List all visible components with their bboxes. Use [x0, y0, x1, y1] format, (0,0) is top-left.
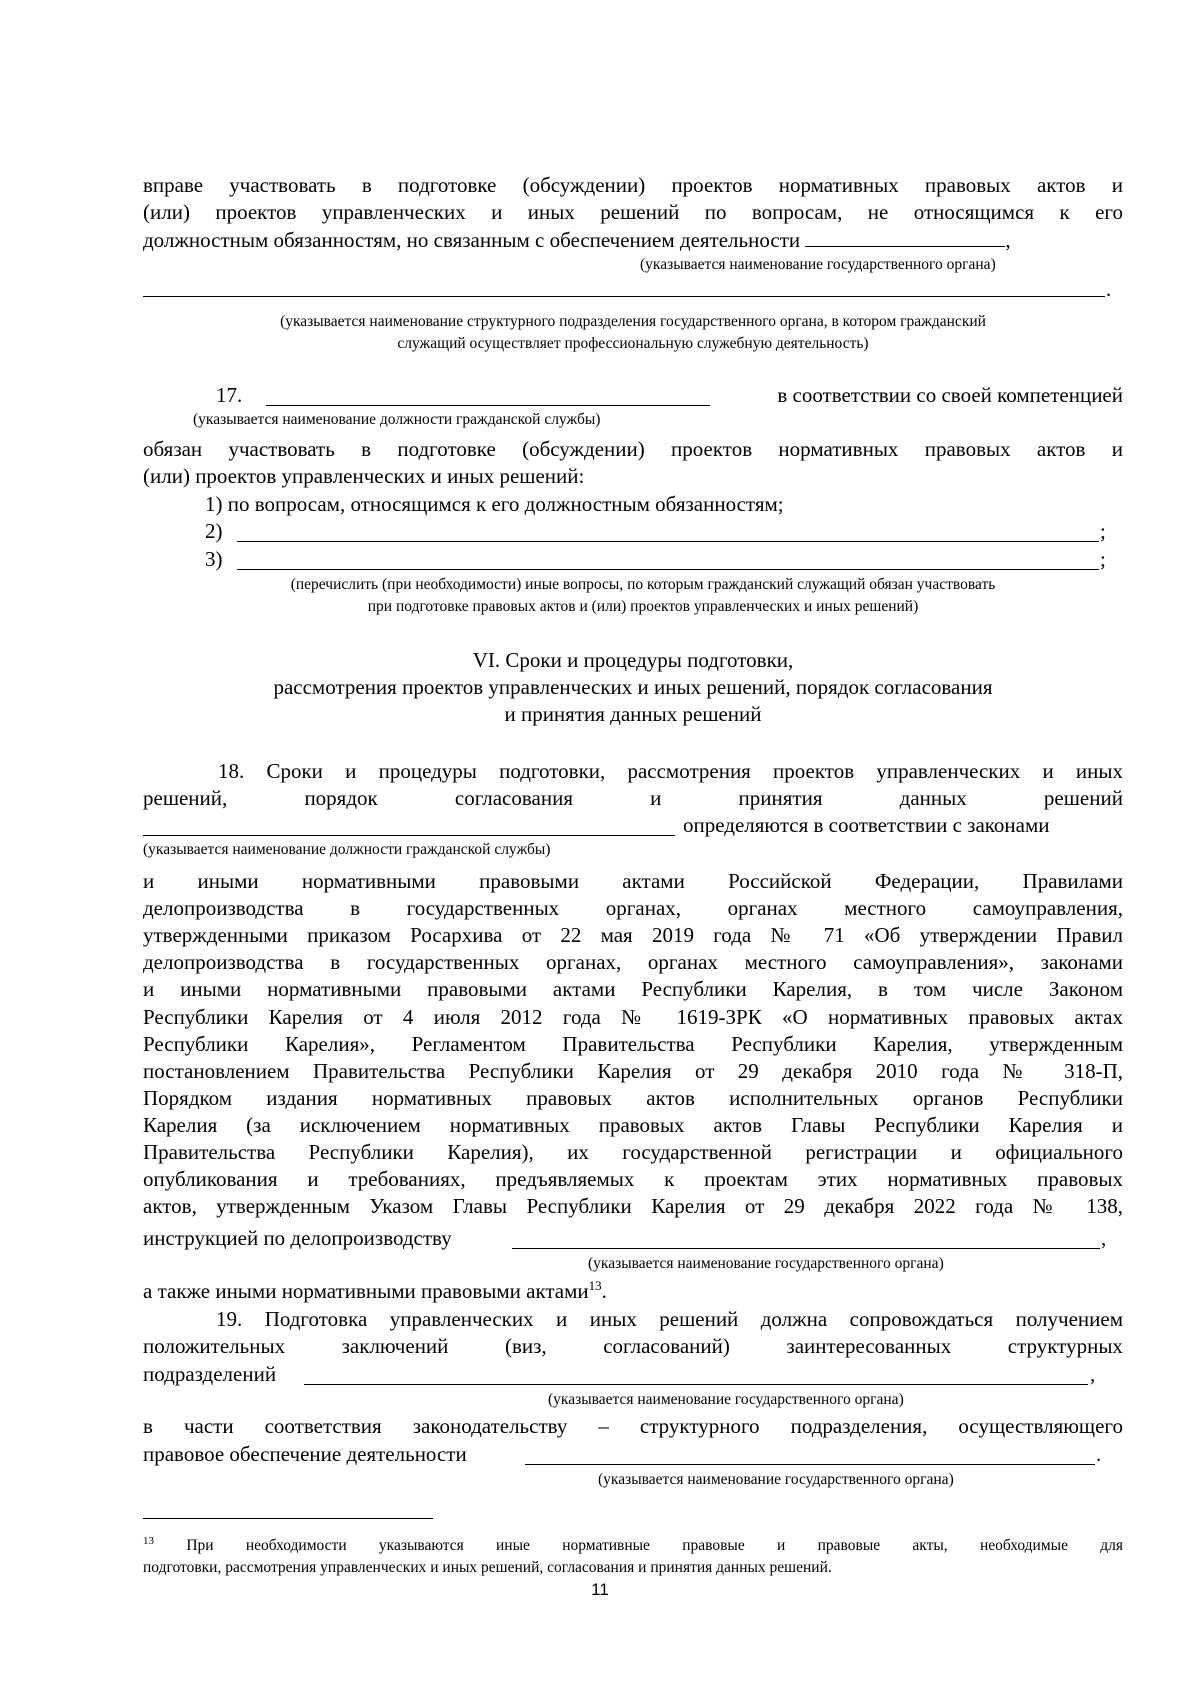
- item19-line-2: [143, 1333, 1123, 1360]
- intro-line-1: вправе участвовать в подготовке (обсуждении) проектов нормативных правовых актов и: [143, 173, 1123, 197]
- item19-line-5-period: .: [1096, 1442, 1102, 1466]
- caption-list-1: (перечислить (при необходимости) иные вопросы, по которым гражданский служащий обязан участвовать: [290, 576, 996, 593]
- item18-instr-comma: ,: [1101, 1226, 1107, 1250]
- item19-word: согласований): [603, 1334, 730, 1358]
- item17-line-2: обязан участвовать в подготовке (обсуждении) проектов нормативных правовых актов и: [143, 437, 1123, 461]
- footnote-text-1: При необходимости указываются иные нормативные правовые и правовые акты, необходимые для: [186, 1537, 1124, 1554]
- item18-body-line: актов, утвержденным Указом Главы Республики Карелия от 29 декабря 2022 года № 138,: [143, 1194, 1123, 1219]
- item19-word: заинтересованных: [786, 1334, 952, 1358]
- item18-body-line: опубликования и требованиях, предъявляемых к проектам этих нормативных правовых: [143, 1167, 1123, 1192]
- blank-position-17: [266, 405, 710, 406]
- caption-list-2: при подготовке правовых актов и (или) проектов управленческих и иных решений): [367, 598, 919, 615]
- item18-body-line: Карелия (за исключением нормативных правовых актов Главы Республики Карелия и: [143, 1112, 1123, 1137]
- item18-word: решений,: [143, 786, 228, 810]
- item18-instr-text: инструкцией по делопроизводству: [143, 1226, 452, 1250]
- item18-line-3-tail: определяются в соответствии с законами: [683, 813, 1050, 837]
- blank-org-instr: [512, 1248, 1100, 1249]
- item18-line-2: [143, 785, 1123, 812]
- item18-body-line: утвержденными приказом Росархива от 22 мая 2019 года № 71 «Об утверждении Правил: [143, 923, 1123, 948]
- caption-org-19a: (указывается наименование государственного органа): [548, 1391, 904, 1408]
- item17-sub-1: 1) по вопросам, относящимся к его должностным обязанностям;: [205, 492, 784, 516]
- item18-body-line: и иными нормативными правовыми актами Российской Федерации, Правилами: [143, 869, 1123, 893]
- item18-last-text: а также иными нормативными правовыми актами: [143, 1279, 589, 1303]
- section-heading-2: рассмотрения проектов управленческих и иных решений, порядок согласования: [273, 675, 993, 699]
- footnote-ref[interactable]: 13: [588, 1278, 602, 1293]
- item17-sub-2-number: 2): [205, 519, 223, 543]
- item19-word: положительных: [143, 1334, 286, 1358]
- item18-word: порядок: [304, 786, 378, 810]
- item19-word: (виз,: [504, 1334, 547, 1358]
- item18-last-period: .: [601, 1279, 607, 1303]
- item18-body-line: Республики Карелия от 4 июля 2012 года № 1619-ЗРК «О нормативных правовых актах: [143, 1004, 1123, 1029]
- item18-body-line: и иными нормативными правовыми актами Республики Карелия, в том числе Законом: [143, 977, 1123, 1002]
- item19-line-3-text: подразделений: [143, 1362, 277, 1386]
- item18-last-line: [143, 1278, 1123, 1305]
- item18-line-1: 18. Сроки и процедуры подготовки, рассмотрения проектов управленческих и иных: [218, 759, 1123, 783]
- page-number: 11: [591, 1580, 609, 1599]
- item17-sub-3-semicolon: ;: [1100, 547, 1106, 571]
- footnote-line-1: [143, 1535, 1123, 1557]
- item17-sub-2-semicolon: ;: [1100, 519, 1106, 543]
- caption-org-18: (указывается наименование государственного органа): [588, 1255, 944, 1272]
- item18-word: и: [650, 786, 662, 810]
- caption-structural-unit-2: служащий осуществляет профессиональную служебную деятельность): [397, 335, 869, 352]
- blank-org-19: [304, 1384, 1088, 1385]
- item18-word: данных: [899, 786, 967, 810]
- intro-line-4-period: .: [1106, 277, 1112, 301]
- item18-body-line: Порядком издания нормативных правовых актов исполнительных органов Республики: [143, 1085, 1123, 1110]
- blank-position-18: [143, 835, 675, 836]
- item17-number: 17.: [216, 383, 243, 407]
- item18-body-line: постановлением Правительства Республики Карелия от 29 декабря 2010 года № 318-П,: [143, 1058, 1123, 1083]
- item17-line-3: (или) проектов управленческих и иных решений:: [143, 464, 585, 488]
- intro-line-3-text: должностным обязанностям, но связанным с обеспечением деятельности: [143, 228, 801, 252]
- blank-org-name: [805, 227, 1005, 247]
- caption-position-18: (указывается наименование должности гражданской службы): [143, 841, 551, 858]
- item18-body-line: Республики Карелия», Регламентом Правительства Республики Карелия, утвержденным: [143, 1031, 1123, 1056]
- blank-sub-2: [237, 541, 1099, 542]
- item17-sub-3-number: 3): [205, 547, 223, 571]
- footnote-marker: 13: [143, 1534, 154, 1547]
- item18-body-line: делопроизводства в государственных органах, органах местного самоуправления», законами: [143, 950, 1123, 975]
- item19-word: заключений: [341, 1334, 449, 1358]
- section-heading-3: и принятия данных решений: [504, 702, 762, 726]
- blank-structural-unit: [143, 296, 1105, 297]
- item18-word: решений: [1043, 786, 1123, 810]
- intro-line-3-comma: ,: [1005, 228, 1011, 252]
- item18-word: согласования: [454, 786, 573, 810]
- caption-org-name: (указывается наименование государственного органа): [640, 256, 996, 273]
- caption-structural-unit-1: (указывается наименование структурного подразделения государственного органа, в котором гражданский: [280, 313, 986, 330]
- item18-word: принятия: [738, 786, 823, 810]
- footnote-line-2: подготовки, рассмотрения управленческих и иных решений, согласования и принятия данных решений.: [143, 1559, 832, 1576]
- item19-line-5-text: правовое обеспечение деятельности: [143, 1442, 467, 1466]
- blank-org-19b: [525, 1464, 1095, 1465]
- item19-line-3-comma: ,: [1090, 1362, 1096, 1386]
- item17-line1-tail: в соответствии со своей компетенцией: [777, 383, 1123, 407]
- footnote-separator: [143, 1518, 433, 1519]
- caption-org-19b: (указывается наименование государственного органа): [598, 1471, 954, 1488]
- item18-body-line: Правительства Республики Карелия), их государственной регистрации и официального: [143, 1140, 1123, 1164]
- item18-body-line: делопроизводства в государственных органах, органах местного самоуправления,: [143, 896, 1123, 921]
- item19-word: структурных: [1007, 1334, 1123, 1358]
- section-heading-1: VI. Сроки и процедуры подготовки,: [472, 648, 794, 672]
- blank-sub-3: [237, 569, 1099, 570]
- item19-line-4: в части соответствия законодательству – структурного подразделения, осуществляющего: [143, 1414, 1123, 1438]
- intro-line-3: [143, 227, 1123, 254]
- intro-line-2: (или) проектов управленческих и иных решений по вопросам, не относящимся к его: [143, 200, 1123, 224]
- item19-line-1: 19. Подготовка управленческих и иных решений должна сопровождаться получением: [216, 1307, 1123, 1331]
- caption-position-17: (указывается наименование должности гражданской службы): [193, 411, 601, 428]
